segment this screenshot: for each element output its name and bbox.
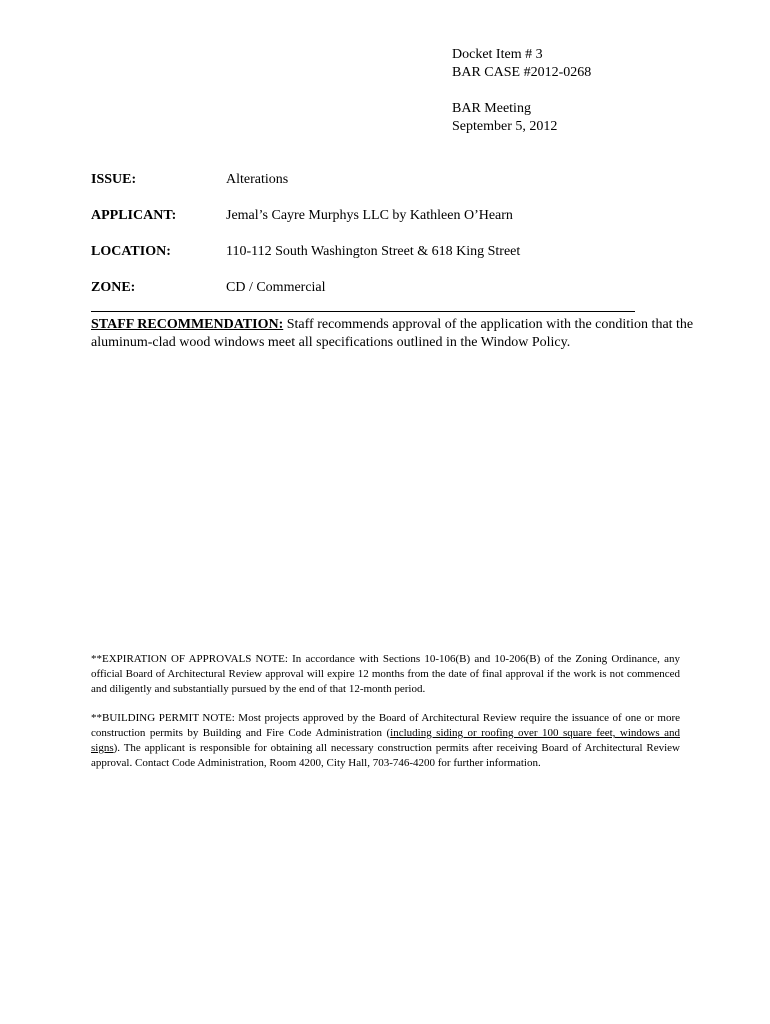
zone-label: ZONE: [91, 280, 136, 295]
header-spacer [452, 82, 591, 100]
docket-header [452, 46, 591, 136]
meeting-title: BAR Meeting [452, 101, 531, 116]
meeting-date: September 5, 2012 [452, 119, 558, 134]
staff-recommendation [91, 316, 701, 352]
docket-item-number: Docket Item # 3 [452, 47, 543, 62]
recommendation-text: Staff recommends approval of the application with the condition that the aluminum-clad wood windows meet all specifications outlined in the Window Policy. [91, 317, 694, 350]
building-note-underlined: including siding or roofing over 100 square feet, windows and signs [91, 727, 680, 754]
issue-value: Alterations [226, 172, 289, 187]
bar-case-number: BAR CASE #2012-0268 [452, 65, 592, 80]
building-note-part1: **BUILDING PERMIT NOTE: Most projects approved by the Board of Architectural Review require the issuance of one or more construction permits by Building and Fire Code Administration ( [91, 712, 680, 739]
section-divider [91, 311, 635, 312]
location-value: 110-112 South Washington Street & 618 King Street [226, 244, 521, 259]
applicant-value: Jemal’s Cayre Murphys LLC by Kathleen O’Hearn [226, 208, 513, 223]
zone-value: CD / Commercial [226, 280, 326, 295]
location-label: LOCATION: [91, 244, 171, 259]
issue-label: ISSUE: [91, 172, 137, 187]
applicant-label: APPLICANT: [91, 208, 177, 223]
building-note-part2: ). The applicant is responsible for obtaining all necessary construction permits after receiving Board of Architectural Review approval. Contact Code Administration, Room 4200, City Hall, 703-746-4200 for further information. [91, 742, 680, 769]
recommendation-label: STAFF RECOMMENDATION: [91, 317, 284, 332]
building-permit-note [91, 711, 680, 771]
expiration-note: **EXPIRATION OF APPROVALS NOTE: In accordance with Sections 10-106(B) and 10-206(B) of the Zoning Ordinance, any official Board of Architectural Review approval will expire 12 months from the date of final approval if the work is not commenced and diligently and substantially pursued by the end of that 12-month period. [91, 653, 680, 695]
